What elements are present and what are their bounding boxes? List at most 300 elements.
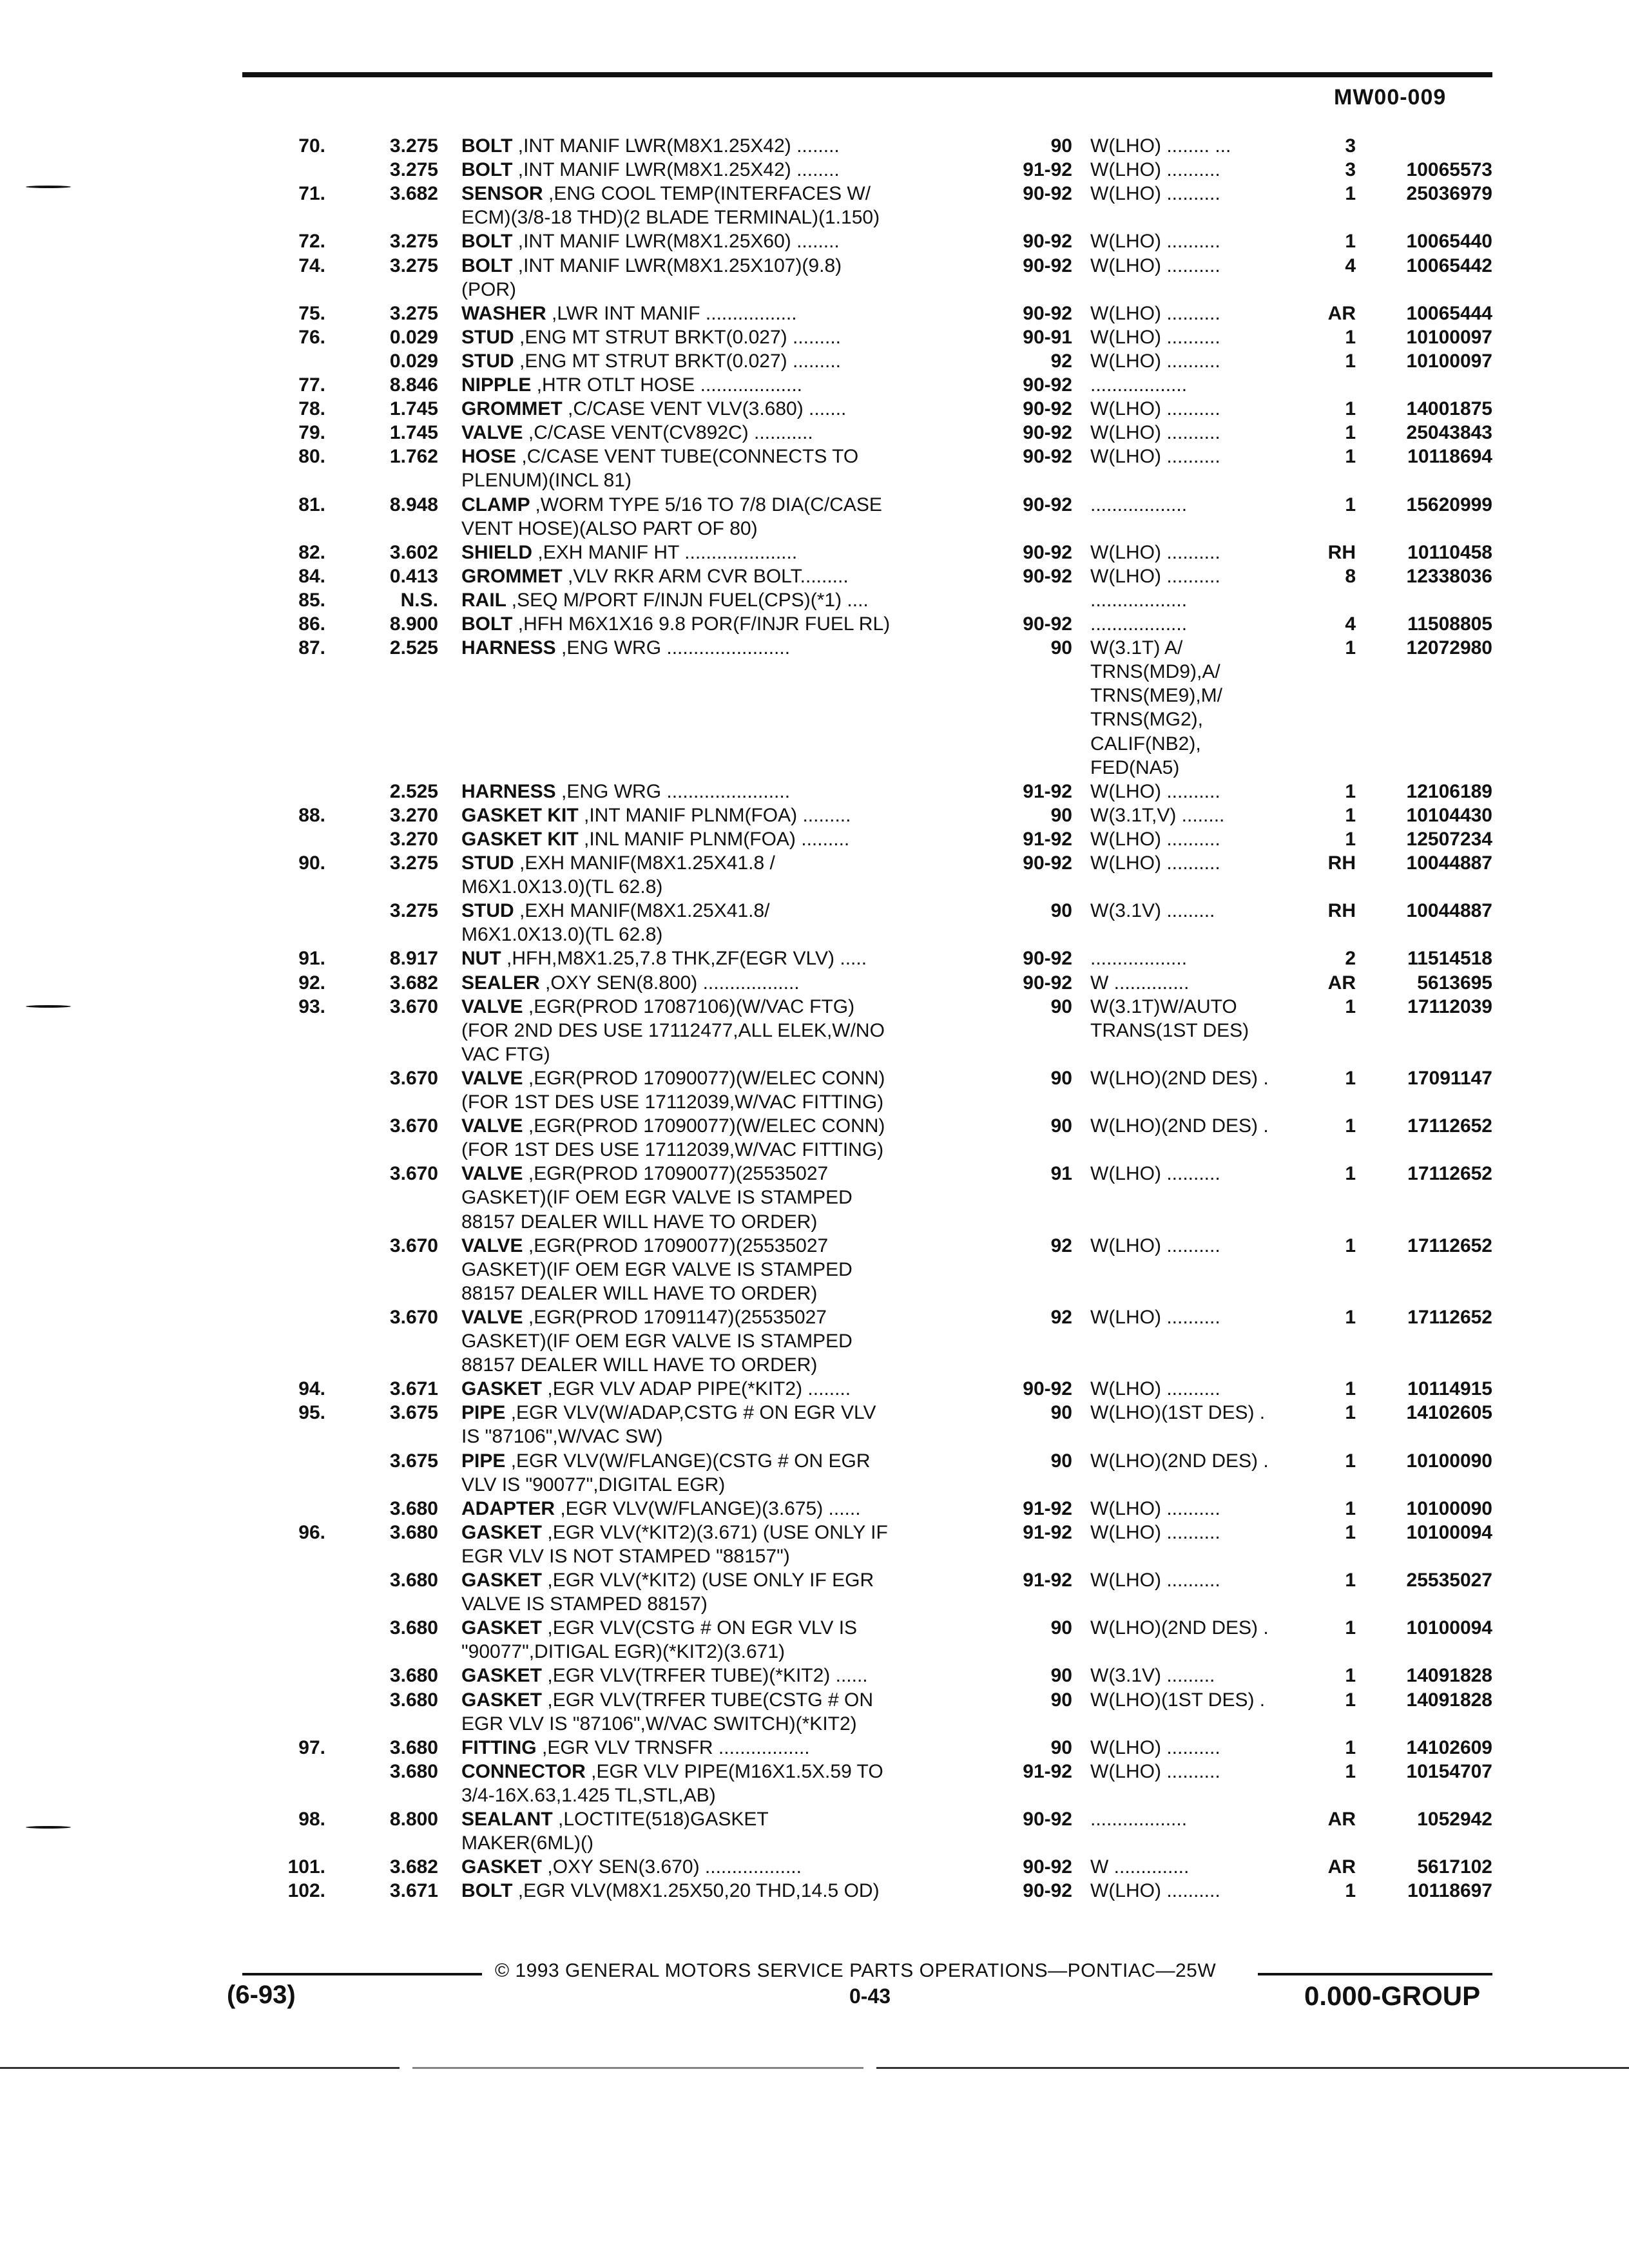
application: .................. [1090,613,1188,635]
application: W(LHO) .......... [1090,1378,1220,1399]
quantity: 1 [1345,1402,1356,1423]
part-detail: ECM)(3/8-18 THD)(2 BLADE TERMINAL)(1.150) [461,207,880,228]
index-code: 1.745 [389,398,438,419]
application: W(LHO) .......... [1090,542,1220,563]
item-number: 77. [298,374,325,396]
application: W(LHO) .......... [1090,231,1220,252]
part-number: 10118694 [1407,446,1492,467]
application: W(LHO)(2ND DES) . [1090,1115,1269,1137]
part-name: HARNESS [461,781,562,802]
application: W(LHO) ........ ... [1090,135,1231,157]
part-number: 17112652 [1407,1115,1492,1137]
part-detail: ,EXH MANIF(M8X1.25X41.8 / [519,852,775,874]
quantity: AR [1327,972,1356,994]
document-code: MW00-009 [1334,85,1447,110]
part-description [461,158,840,182]
part-name: VALVE [461,1068,528,1089]
part-description [461,468,631,492]
part-name: STUD [461,351,519,372]
application: W(LHO) .......... [1090,422,1220,443]
index-code: 3.275 [389,135,438,157]
part-description [461,541,797,564]
part-description [461,1736,810,1760]
model-years: 90 [1050,1665,1072,1686]
part-description [461,1783,716,1807]
part-name: WASHER [461,303,552,324]
part-name: BOLT [461,613,518,635]
application: W(LHO) .......... [1090,1163,1220,1184]
part-description [461,254,842,278]
quantity: 8 [1345,566,1356,587]
part-detail: ,EGR VLV PIPE(M16X1.5X.59 TO [591,1761,883,1782]
item-number: 80. [298,446,325,467]
part-detail: ,INT MANIF LWR(M8X1.25X60) ........ [517,231,840,252]
part-detail: ,EGR VLV(TRFER TUBE)(*KIT2) ...... [547,1665,868,1686]
model-years: 90 [1050,1737,1072,1758]
part-number: 14001875 [1406,398,1492,419]
index-code: 8.917 [389,948,438,969]
model-years: 90-92 [1023,303,1072,324]
part-number: 10154707 [1406,1761,1492,1782]
part-description [461,1688,873,1712]
quantity: 1 [1345,446,1356,467]
model-years: 90 [1050,1115,1072,1137]
part-description [461,1473,725,1497]
model-years: 90 [1050,1402,1072,1423]
index-code: 2.525 [389,637,438,658]
copyright-notice: © 1993 GENERAL MOTORS SERVICE PARTS OPERATIONS—PONTIAC—25W [495,1960,1217,1981]
part-name: GROMMET [461,566,568,587]
part-description [461,421,813,445]
index-code: 3.680 [389,1617,438,1639]
model-years: 91-92 [1023,829,1072,850]
model-years: 92 [1050,351,1072,372]
part-description [461,1831,593,1855]
part-name: HARNESS [461,637,562,658]
part-detail: ,ENG WRG ....................... [561,637,791,658]
part-description [461,1425,663,1448]
part-description [461,134,840,158]
part-name: CLAMP [461,494,535,515]
index-code: 3.675 [389,1402,438,1423]
index-code: 3.671 [389,1880,438,1901]
quantity: 1 [1345,781,1356,802]
part-name: STUD [461,327,519,348]
part-name: GASKET [461,1665,548,1686]
quantity: 1 [1345,1522,1356,1543]
model-years: 90-92 [1023,1880,1072,1901]
quantity: 1 [1345,351,1356,372]
part-number: 11514518 [1407,948,1492,969]
part-detail: ,EGR(PROD 17090077)(25535027 [528,1163,829,1184]
model-years: 90-92 [1023,231,1072,252]
application: W(LHO)(2ND DES) . [1090,1068,1269,1089]
group-code: 0.000-GROUP [1304,1981,1481,2011]
part-description [461,445,858,468]
quantity: 1 [1345,637,1356,658]
part-detail: ,LOCTITE(518)GASKET [558,1809,769,1830]
index-code: 3.680 [389,1522,438,1543]
part-description [461,780,790,803]
index-code: 2.525 [389,781,438,802]
part-name: GROMMET [461,398,568,419]
index-code: 3.670 [389,1235,438,1256]
item-number: 90. [298,852,325,874]
index-code: 3.275 [389,852,438,874]
quantity: 2 [1345,948,1356,969]
part-name: SEALANT [461,1809,558,1830]
item-number: 88. [298,805,325,826]
part-name: BOLT [461,1880,518,1901]
part-detail: ,HTR OTLT HOSE ................... [536,374,802,396]
part-detail: "90077",DITIGAL EGR)(*KIT2)(3.671) [461,1641,786,1662]
index-code: 3.682 [389,1856,438,1878]
part-name: VALVE [461,996,528,1017]
index-code: 3.680 [389,1570,438,1591]
part-number: 12106189 [1406,781,1492,802]
quantity: 1 [1345,183,1356,204]
part-name: SEALER [461,972,546,994]
part-description [461,875,662,899]
part-description [461,397,846,421]
application: .................. [1090,1809,1188,1830]
item-number: 76. [298,327,325,348]
index-code: 3.670 [389,996,438,1017]
part-detail: (POR) [461,279,516,300]
part-detail: ,C/CASE VENT(CV892C) ........... [528,422,813,443]
part-number: 11508805 [1407,613,1492,635]
model-years: 90-92 [1023,852,1072,874]
item-number: 94. [298,1378,325,1399]
part-description [461,923,662,947]
application: .................. [1090,494,1188,515]
model-years: 91-92 [1023,1570,1072,1591]
model-years: 90-92 [1023,1856,1072,1878]
application: W(LHO) .......... [1090,1235,1220,1256]
item-number: 97. [298,1737,325,1758]
part-description [461,1210,817,1234]
part-number: 17112652 [1407,1235,1492,1256]
part-description [461,1640,785,1664]
model-years: 90-92 [1023,494,1072,515]
punch-mark [26,1826,71,1829]
part-name: GASKET [461,1617,548,1639]
part-description [461,1497,861,1521]
part-name: ADAPTER [461,1498,561,1519]
quantity: 1 [1345,1570,1356,1591]
index-code: 3.680 [389,1737,438,1758]
index-code: 3.670 [389,1163,438,1184]
part-description [461,1258,853,1282]
model-years: 90-92 [1023,183,1072,204]
index-code: 3.680 [389,1761,438,1782]
part-detail: ,EXH MANIF(M8X1.25X41.8/ [519,900,770,921]
item-number: 95. [298,1402,325,1423]
application: W(LHO) .......... [1090,1737,1220,1758]
part-detail: ,HFH,M8X1.25,7.8 THK,ZF(EGR VLV) ..... [506,948,867,969]
part-detail: ,INT MANIF PLNM(FOA) ......... [584,805,851,826]
part-detail: 88157 DEALER WILL HAVE TO ORDER) [461,1283,818,1304]
part-description [461,325,841,349]
part-description [461,229,840,253]
part-number: 10065573 [1406,159,1492,180]
application: CALIF(NB2), [1090,733,1201,754]
part-number: 12338036 [1406,566,1492,587]
part-description [461,995,854,1019]
part-name: VALVE [461,1307,528,1328]
part-name: GASKET [461,1522,548,1543]
part-detail: ,ENG WRG ....................... [561,781,791,802]
part-description [461,636,790,660]
quantity: 1 [1345,422,1356,443]
part-description [461,1855,802,1879]
item-number: 74. [298,255,325,276]
application: TRNS(ME9),M/ [1090,685,1222,706]
item-number: 72. [298,231,325,252]
application: TRNS(MG2), [1090,709,1203,730]
part-description [461,851,775,875]
part-detail: ,EGR VLV(CSTG # ON EGR VLV IS [547,1617,858,1639]
application: W(LHO) .......... [1090,303,1220,324]
part-number: 5617102 [1417,1856,1492,1878]
part-number: 10065442 [1406,255,1492,276]
part-number: 14102605 [1406,1402,1492,1423]
item-number: 82. [298,542,325,563]
part-detail: ,C/CASE VENT TUBE(CONNECTS TO [521,446,859,467]
quantity: 1 [1345,829,1356,850]
part-number: 10104430 [1406,805,1492,826]
application: W(LHO) .......... [1090,1880,1220,1901]
part-detail: ,EGR VLV(*KIT2)(3.671) (USE ONLY IF [547,1522,888,1543]
quantity: 1 [1345,1689,1356,1711]
part-detail: MAKER(6ML)() [461,1832,594,1854]
part-detail: ,VLV RKR ARM CVR BOLT......... [568,566,849,587]
part-name: GASKET [461,1689,548,1711]
part-name: GASKET KIT [461,829,584,850]
part-detail: ,EGR VLV(W/ADAP,CSTG # ON EGR VLV [510,1402,876,1423]
model-years: 90-92 [1023,972,1072,994]
application: W(LHO) .......... [1090,398,1220,419]
model-years: 90 [1050,1617,1072,1639]
part-detail: 3/4-16X.63,1.425 TL,STL,AB) [461,1785,716,1806]
application: .................. [1090,374,1188,396]
part-name: GASKET [461,1856,548,1878]
scan-artifact-line [0,2067,400,2069]
application: W(LHO) .......... [1090,183,1220,204]
part-detail: ,ENG MT STRUT BRKT(0.027) ......... [519,351,841,372]
quantity: 1 [1345,1115,1356,1137]
part-name: GASKET KIT [461,805,584,826]
part-description [461,1401,876,1425]
part-description [461,588,869,612]
part-description [461,1090,883,1114]
model-years: 90 [1050,637,1072,658]
part-detail: (FOR 1ST DES USE 17112039,W/VAC FITTING) [461,1091,884,1113]
application: W(LHO) .......... [1090,829,1220,850]
part-name: HOSE [461,446,522,467]
index-code: 3.680 [389,1665,438,1686]
part-description [461,493,882,517]
quantity: AR [1327,1809,1356,1830]
item-number: 84. [298,566,325,587]
quantity: 1 [1345,327,1356,348]
part-detail: EGR VLV IS "87106",W/VAC SWITCH)(*KIT2) [461,1713,857,1735]
index-code: 3.670 [389,1115,438,1137]
quantity: 1 [1345,1761,1356,1782]
model-years: 90-92 [1023,613,1072,635]
quantity: 1 [1345,1450,1356,1472]
part-detail: ,INL MANIF PLNM(FOA) ......... [584,829,850,850]
part-detail: VAC FTG) [461,1044,550,1065]
part-detail: ,HFH M6X1X16 9.8 POR(F/INJR FUEL RL) [517,613,891,635]
item-number: 93. [298,996,325,1017]
part-detail: ,SEQ M/PORT F/INJN FUEL(CPS)(*1) .... [511,590,869,611]
part-name: RAIL [461,590,512,611]
part-number: 10100090 [1406,1498,1492,1519]
part-number: 17112652 [1407,1163,1492,1184]
application: W(3.1T,V) ........ [1090,805,1225,826]
part-detail: ,EGR VLV(*KIT2) (USE ONLY IF EGR [547,1570,874,1591]
index-code: 1.745 [389,422,438,443]
part-name: VALVE [461,422,528,443]
part-detail: GASKET)(IF OEM EGR VALVE IS STAMPED [461,1331,853,1352]
part-detail: ,C/CASE VENT VLV(3.680) ....... [568,398,847,419]
part-name: VALVE [461,1115,528,1137]
part-detail: ,ENG COOL TEMP(INTERFACES W/ [548,183,871,204]
part-detail: 88157 DEALER WILL HAVE TO ORDER) [461,1211,818,1233]
part-number: 1052942 [1417,1809,1492,1830]
application: W(LHO) .......... [1090,446,1220,467]
index-code: N.S. [400,590,438,611]
model-years: 91-92 [1023,781,1072,802]
part-number: 5613695 [1417,972,1492,994]
part-description [461,1568,874,1592]
part-description [461,1162,828,1186]
model-years: 90-92 [1023,566,1072,587]
model-years: 92 [1050,1235,1072,1256]
part-name: SENSOR [461,183,549,204]
part-description [461,1592,708,1616]
part-name: SHIELD [461,542,538,563]
quantity: 1 [1345,1378,1356,1399]
item-number: 78. [298,398,325,419]
part-number: 12072980 [1406,637,1492,658]
quantity: 1 [1345,1498,1356,1519]
index-code: 3.275 [389,255,438,276]
revision-date: (6-93) [227,1981,296,2009]
part-description [461,1760,883,1783]
part-name: BOLT [461,231,518,252]
index-code: 3.682 [389,183,438,204]
application: W(LHO) .......... [1090,1522,1220,1543]
application: W(LHO) .......... [1090,1307,1220,1328]
part-description [461,1066,885,1090]
item-number: 102. [287,1880,325,1901]
model-years: 90 [1050,900,1072,921]
part-detail: ,OXY SEN(3.670) .................. [547,1856,802,1878]
punch-mark [26,186,71,188]
index-code: 3.670 [389,1068,438,1089]
part-name: NIPPLE [461,374,537,396]
part-detail: M6X1.0X13.0)(TL 62.8) [461,924,663,945]
quantity: 1 [1345,1307,1356,1328]
index-code: 3.270 [389,829,438,850]
part-number: 15620999 [1406,494,1492,515]
top-rule [242,72,1492,77]
part-number: 10065444 [1406,303,1492,324]
part-detail: ,WORM TYPE 5/16 TO 7/8 DIA(C/CASE [535,494,882,515]
part-detail: 88157 DEALER WILL HAVE TO ORDER) [461,1354,818,1376]
part-description [461,517,758,541]
index-code: 3.275 [389,231,438,252]
index-code: 0.029 [389,327,438,348]
part-description [461,612,890,636]
part-description [461,827,849,851]
part-number: 10100097 [1406,327,1492,348]
part-description [461,1305,827,1329]
scan-artifact-line [412,2067,863,2069]
application: W(LHO) .......... [1090,566,1220,587]
part-description [461,182,871,206]
index-code: 8.846 [389,374,438,396]
model-years: 91-92 [1023,159,1072,180]
model-years: 90 [1050,1689,1072,1711]
part-detail: ,INT MANIF LWR(M8X1.25X42) ........ [517,159,840,180]
part-detail: ,EGR VLV(TRFER TUBE(CSTG # ON [547,1689,873,1711]
application: W(LHO) .......... [1090,159,1220,180]
application: W(3.1V) ......... [1090,900,1215,921]
application: W(LHO) .......... [1090,1761,1220,1782]
index-code: 8.900 [389,613,438,635]
quantity: 1 [1345,1737,1356,1758]
quantity: 1 [1345,1163,1356,1184]
index-code: 3.682 [389,972,438,994]
quantity: 1 [1345,1617,1356,1639]
model-years: 91-92 [1023,1498,1072,1519]
quantity: AR [1327,303,1356,324]
index-code: 3.275 [389,303,438,324]
index-code: 0.029 [389,351,438,372]
part-detail: ,ENG MT STRUT BRKT(0.027) ......... [519,327,841,348]
item-number: 91. [298,948,325,969]
part-number: 14091828 [1406,1665,1492,1686]
model-years: 90 [1050,1450,1072,1472]
index-code: 8.800 [389,1809,438,1830]
index-code: 0.413 [389,566,438,587]
part-detail: ,OXY SEN(8.800) .................. [545,972,800,994]
model-years: 91-92 [1023,1522,1072,1543]
application: TRANS(1ST DES) [1090,1020,1249,1041]
item-number: 71. [298,183,325,204]
item-number: 75. [298,303,325,324]
part-number: 10100090 [1406,1450,1492,1472]
part-number: 17091147 [1407,1068,1492,1089]
part-number: 10065440 [1406,231,1492,252]
quantity: 3 [1345,159,1356,180]
part-name: BOLT [461,135,518,157]
application: W(LHO) .......... [1090,852,1220,874]
application: W(LHO) .......... [1090,781,1220,802]
model-years: 90-92 [1023,255,1072,276]
part-name: PIPE [461,1450,511,1472]
part-detail: ,EGR(PROD 17087106)(W/VAC FTG) [528,996,855,1017]
item-number: 85. [298,590,325,611]
application: W(LHO) .......... [1090,351,1220,372]
model-years: 90-92 [1023,422,1072,443]
application: W(LHO)(2ND DES) . [1090,1450,1269,1472]
index-code: 3.275 [389,159,438,180]
part-number: 25043843 [1406,422,1492,443]
